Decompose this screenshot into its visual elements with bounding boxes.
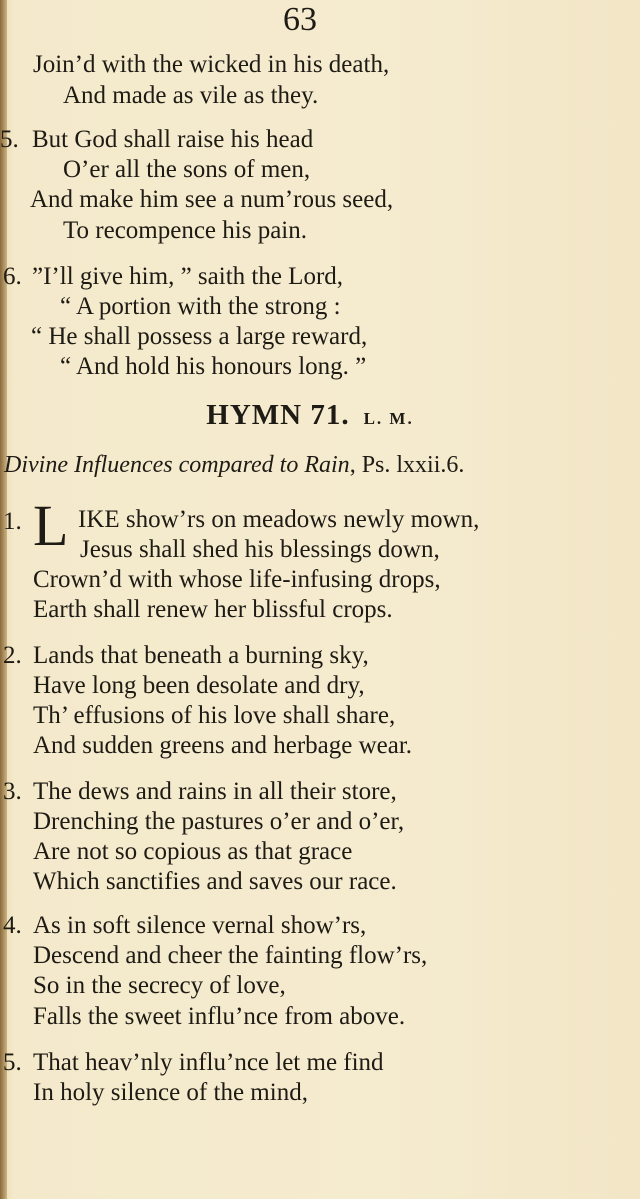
hymn-subtitle-reference: , Ps. lxxii.6. <box>349 452 465 478</box>
verse-line: So in the secrecy of love, <box>33 972 286 999</box>
stanza-number: 3. <box>3 778 22 805</box>
verse-line: Earth shall renew her blissful crops. <box>33 596 393 623</box>
verse-line: In holy silence of the mind, <box>33 1079 308 1106</box>
verse-line: And made as vile as they. <box>63 82 319 109</box>
drop-cap: L <box>33 493 69 558</box>
page-gutter <box>0 0 7 1199</box>
stanza-number: 5. <box>0 126 19 153</box>
verse-line: Jesus shall shed his blessings down, <box>80 536 440 563</box>
verse-line: IKE show’rs on meadows newly mown, <box>78 506 480 533</box>
verse-line: Which sanctifies and saves our race. <box>33 868 397 895</box>
verse-line: Join’d with the wicked in his death, <box>33 51 390 78</box>
verse-line: Have long been desolate and dry, <box>33 672 365 699</box>
verse-line: Th’ effusions of his love shall share, <box>33 702 396 729</box>
verse-line: And sudden greens and herbage wear. <box>33 732 413 759</box>
verse-line: Falls the sweet influ’nce from above. <box>33 1003 406 1030</box>
hymn-title-text: HYMN 71. <box>206 399 350 431</box>
hymn-meter: L. M. <box>363 409 414 428</box>
stanza-number: 5. <box>3 1049 22 1076</box>
verse-line: And make him see a num’rous seed, <box>30 186 394 213</box>
stanza-number: 6. <box>3 263 22 290</box>
stanza-number: 4. <box>3 912 22 939</box>
hymn-title <box>0 398 620 436</box>
verse-line: That heav’nly influ’nce let me find <box>33 1049 384 1076</box>
verse-line: “ And hold his honours long. ” <box>60 353 367 380</box>
verse-line: Drenching the pastures o’er and o’er, <box>33 808 405 835</box>
hymn-subtitle-italic: Divine Influences compared to Rain <box>4 452 350 478</box>
hymn-subtitle <box>4 450 464 480</box>
verse-line: “ A portion with the strong : <box>60 293 341 320</box>
verse-line: Descend and cheer the fainting flow’rs, <box>33 942 428 969</box>
stanza-number: 2. <box>3 642 22 669</box>
stanza-number: 1. <box>3 508 22 535</box>
page-number: 63 <box>283 1 317 38</box>
verse-line: Are not so copious as that grace <box>33 838 353 865</box>
verse-line: O’er all the sons of men, <box>63 156 311 183</box>
verse-line: ”I’ll give him, ” saith the Lord, <box>32 263 344 290</box>
verse-line: The dews and rains in all their store, <box>33 778 397 805</box>
verse-line: But God shall raise his head <box>32 126 314 153</box>
verse-line: “ He shall possess a large reward, <box>31 323 368 350</box>
verse-line: To recompence his pain. <box>63 217 307 244</box>
verse-line: Crown’d with whose life-infusing drops, <box>33 566 441 593</box>
verse-line: Lands that beneath a burning sky, <box>33 642 369 669</box>
verse-line: As in soft silence vernal show’rs, <box>33 912 367 939</box>
